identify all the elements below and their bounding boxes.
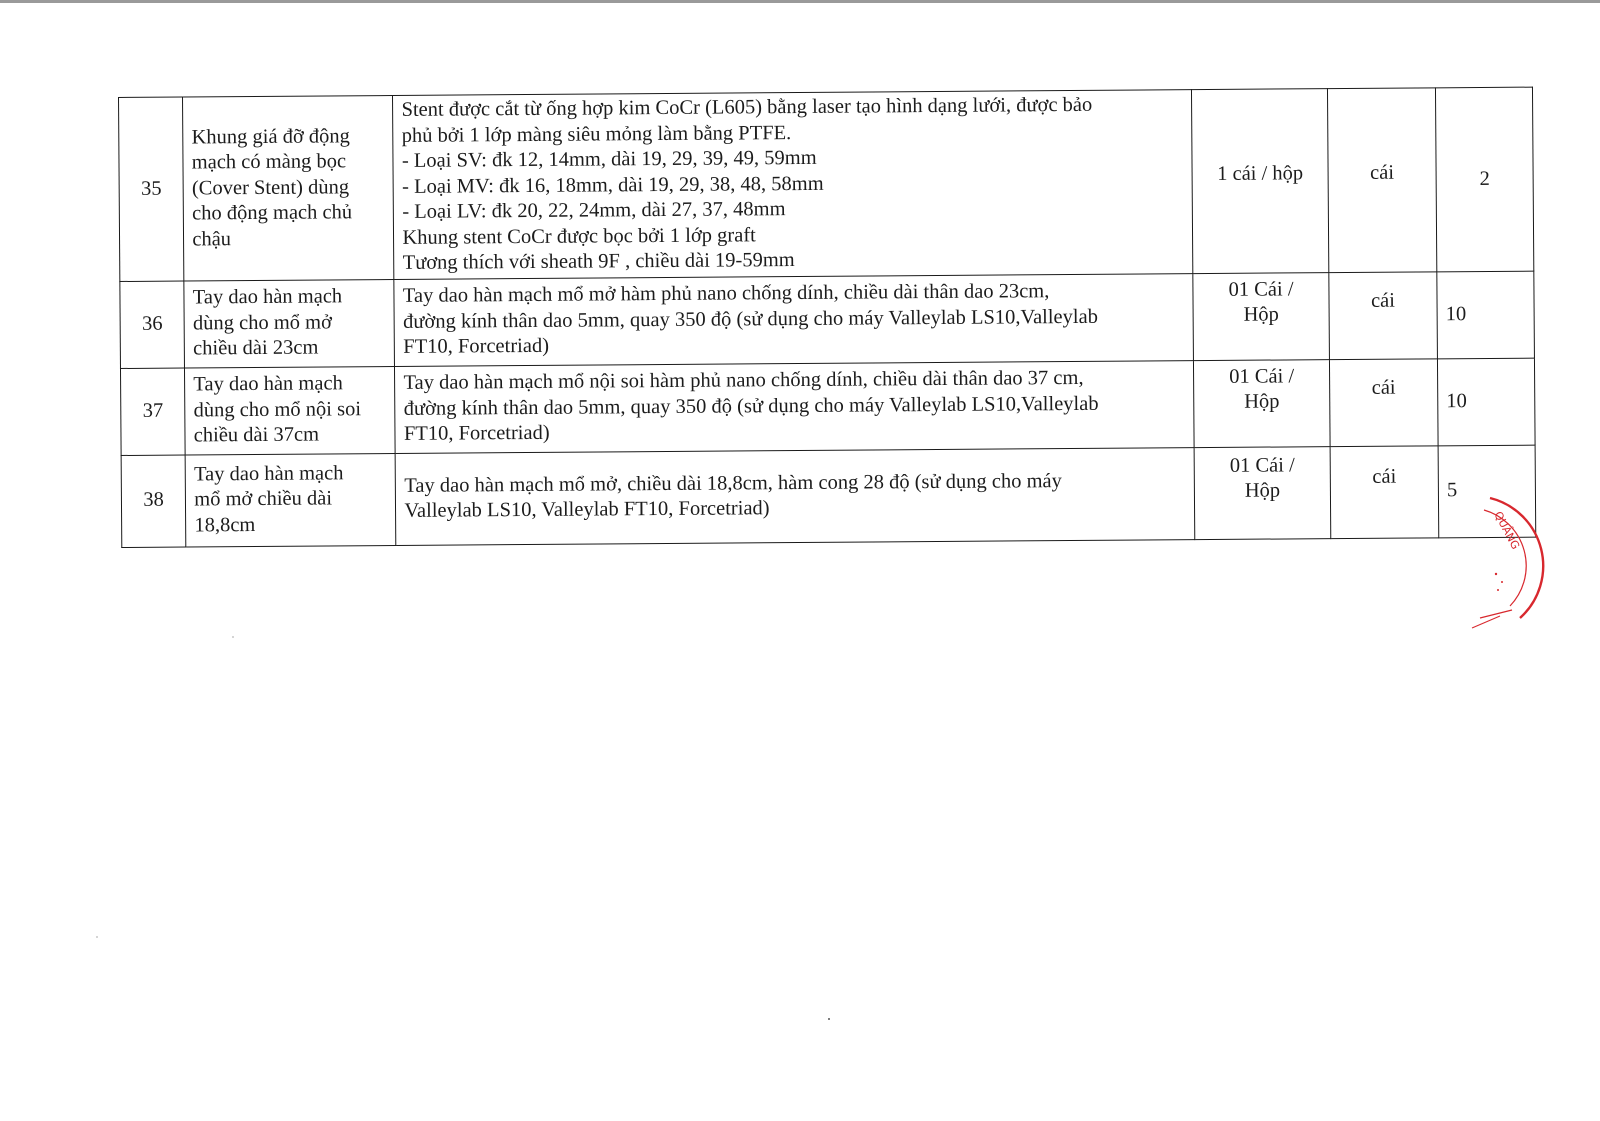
item-unit: cái	[1330, 445, 1439, 538]
item-unit: cái	[1329, 271, 1438, 359]
item-specification	[396, 447, 1195, 545]
scan-top-edge	[0, 0, 1600, 3]
spec-line: Tay dao hàn mạch mổ mở hàm phủ nano chống dính, chiều dài thân dao 23cm,	[402, 280, 1050, 308]
item-quantity: 5	[1438, 445, 1536, 538]
item-name-line: dùng cho mổ mở	[192, 311, 332, 335]
item-unit: cái	[1329, 358, 1438, 446]
packaging-line: 01 Cái /	[1228, 277, 1294, 301]
scan-speck	[96, 936, 98, 938]
item-name-line: 18,8cm	[194, 513, 256, 537]
item-name-line: chậu	[192, 227, 232, 250]
item-specification	[394, 273, 1193, 366]
item-name-line: chiều dài 37cm	[193, 423, 320, 447]
spec-line: phủ bởi 1 lớp màng siêu mỏng làm bằng PTFE.	[401, 121, 792, 147]
stamp-text: QUẢNG	[1491, 509, 1523, 552]
spec-line: Tay dao hàn mạch mổ mở, chiều dài 18,8cm, hàm cong 28 độ (sử dụng cho máy	[404, 469, 1062, 497]
item-packaging	[1193, 272, 1329, 360]
item-name-line: cho động mạch chủ	[192, 201, 353, 225]
packaging-line: Hộp	[1244, 390, 1280, 413]
item-packaging	[1194, 446, 1330, 539]
item-name	[185, 366, 396, 455]
spec-line: đường kính thân dao 5mm, quay 350 độ (sử dụng cho máy Valleylab LS10,Valleylab	[402, 305, 1098, 333]
item-specification	[395, 360, 1194, 453]
item-unit: cái	[1327, 88, 1436, 272]
spec-line: - Loại LV: đk 20, 22, 24mm, dài 27, 37, 48mm	[402, 198, 786, 223]
table-row	[119, 87, 1534, 281]
packaging-line: 01 Cái /	[1229, 453, 1295, 477]
spec-line: - Loại MV: đk 16, 18mm, dài 19, 29, 38, 48, 58mm	[402, 172, 824, 198]
spec-line: Tay dao hàn mạch mổ nội soi hàm phủ nano chống dính, chiều dài thân dao 37 cm,	[403, 367, 1084, 395]
spec-line: đường kính thân dao 5mm, quay 350 độ (sử dụng cho máy Valleylab LS10,Valleylab	[403, 392, 1099, 420]
packaging-line: Hộp	[1244, 479, 1281, 502]
red-seal-stamp	[1460, 478, 1580, 638]
item-packaging	[1194, 359, 1330, 447]
item-name-line: Tay dao hàn mạch	[193, 372, 343, 396]
item-quantity: 2	[1436, 87, 1534, 271]
scanned-page	[118, 87, 1536, 548]
item-name	[185, 453, 396, 547]
scan-speck	[232, 636, 234, 638]
packaging-line: 1 cái / hộp	[1217, 162, 1304, 185]
item-quantity: 10	[1437, 358, 1535, 446]
item-number: 38	[121, 455, 186, 547]
item-number: 36	[120, 281, 185, 368]
item-number: 35	[119, 97, 185, 281]
item-name	[183, 95, 394, 280]
item-packaging	[1192, 89, 1329, 273]
item-name-line: Khung giá đỡ động	[191, 124, 350, 148]
packaging-line: Hộp	[1243, 303, 1279, 326]
item-name-line: Tay dao hàn mạch	[192, 285, 343, 309]
item-name-line: dùng cho mổ nội soi	[193, 397, 362, 422]
item-name-line: mổ mở chiều dài	[194, 487, 333, 511]
item-specification	[393, 90, 1193, 279]
spec-line: FT10, Forcetriad)	[403, 422, 550, 446]
items-table	[118, 87, 1536, 548]
item-name-line: Tay dao hàn mạch	[193, 462, 344, 486]
spec-line: Valleylab LS10, Valleylab FT10, Forcetriad)	[404, 497, 770, 522]
scan-speck	[828, 1018, 830, 1020]
item-name-line: chiều dài 23cm	[193, 336, 319, 360]
table-row	[121, 445, 1536, 547]
packaging-line: 01 Cái /	[1229, 364, 1295, 388]
table-row	[120, 358, 1535, 455]
spec-line: Khung stent CoCr được bọc bởi 1 lớp graft	[402, 223, 756, 249]
item-number: 37	[120, 368, 185, 455]
item-name	[184, 279, 395, 368]
spec-line: FT10, Forcetriad)	[403, 335, 550, 359]
item-quantity: 10	[1437, 271, 1535, 359]
spec-line: - Loại SV: đk 12, 14mm, dài 19, 29, 39, 49, 59mm	[401, 146, 817, 172]
spec-line: Stent được cắt từ ống hợp kim CoCr (L605) bằng laser tạo hình dạng lưới, được bảo	[401, 93, 1093, 121]
item-name-line: mạch có màng bọc	[191, 150, 347, 174]
item-name-line: (Cover Stent) dùng	[191, 175, 350, 199]
table-row	[120, 271, 1535, 368]
spec-line: Tương thích với sheath 9F , chiều dài 19-59mm	[402, 249, 795, 274]
